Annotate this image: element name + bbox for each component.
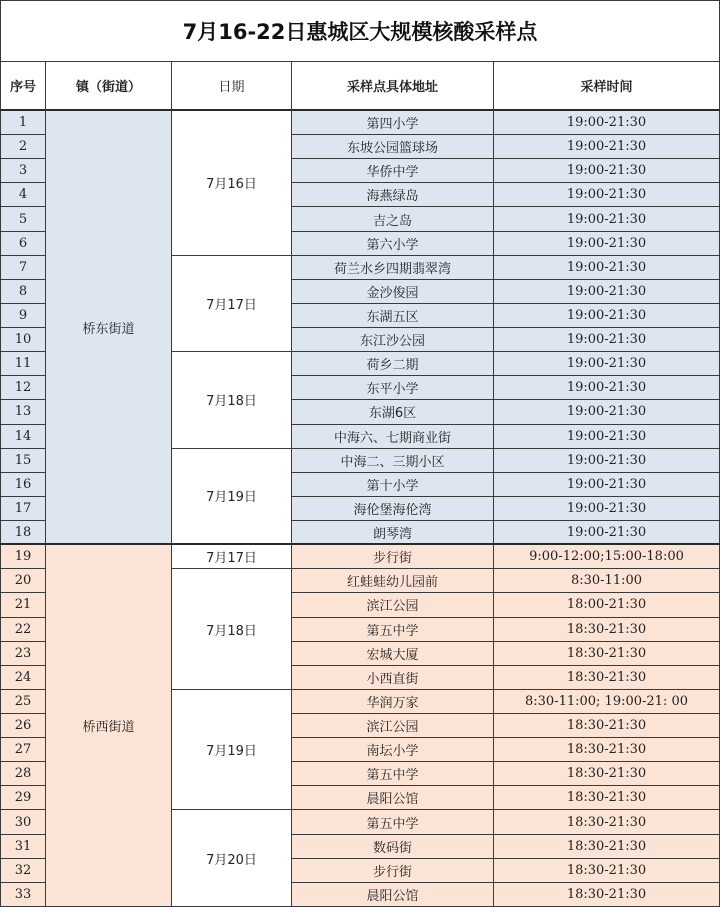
serial-number-cell: 28 [0, 762, 46, 786]
date-cell: 7月20日 [172, 810, 292, 906]
date-cell: 7月17日 [172, 545, 292, 569]
time-cell: 19:00-21:30 [494, 425, 720, 449]
time-cell: 8:30-11:00 [494, 569, 720, 593]
address-cell: 滨江公园 [292, 593, 494, 617]
time-cell: 18:30-21:30 [494, 762, 720, 786]
serial-number-cell: 24 [0, 666, 46, 690]
address-cell: 宏城大厦 [292, 642, 494, 666]
serial-number-cell: 30 [0, 810, 46, 834]
serial-number-cell: 14 [0, 425, 46, 449]
date-cell: 7月18日 [172, 569, 292, 690]
date-cell: 7月17日 [172, 256, 292, 352]
address-cell: 滨江公园 [292, 714, 494, 738]
address-cell: 东坡公园篮球场 [292, 135, 494, 159]
time-cell: 19:00-21:30 [494, 159, 720, 183]
serial-number-cell: 20 [0, 569, 46, 593]
address-cell: 第五中学 [292, 810, 494, 834]
address-cell: 海燕绿岛 [292, 183, 494, 207]
serial-number-cell: 15 [0, 449, 46, 473]
address-cell: 中海六、七期商业街 [292, 425, 494, 449]
time-cell: 19:00-21:30 [494, 328, 720, 352]
address-cell: 第四小学 [292, 111, 494, 135]
header-serial-no: 序号 [0, 62, 46, 111]
serial-number-cell: 25 [0, 690, 46, 714]
serial-number-cell: 12 [0, 376, 46, 400]
serial-number-cell: 7 [0, 256, 46, 280]
address-cell: 第十小学 [292, 473, 494, 497]
address-cell: 中海二、三期小区 [292, 449, 494, 473]
address-cell: 第五中学 [292, 762, 494, 786]
serial-number-cell: 10 [0, 328, 46, 352]
address-cell: 东湖五区 [292, 304, 494, 328]
serial-number-cell: 5 [0, 207, 46, 231]
time-cell: 18:00-21:30 [494, 593, 720, 617]
serial-number-cell: 27 [0, 738, 46, 762]
address-cell: 红蛙蛙幼儿园前 [292, 569, 494, 593]
time-cell: 18:30-21:30 [494, 642, 720, 666]
time-cell: 19:00-21:30 [494, 183, 720, 207]
header-date: 日期 [172, 62, 292, 111]
serial-number-cell: 2 [0, 135, 46, 159]
time-cell: 18:30-21:30 [494, 786, 720, 810]
time-cell: 8:30-11:00; 19:00-21: 00 [494, 690, 720, 714]
time-cell: 18:30-21:30 [494, 810, 720, 834]
time-cell: 19:00-21:30 [494, 352, 720, 376]
address-cell: 华润万家 [292, 690, 494, 714]
header-time: 采样时间 [494, 62, 720, 111]
serial-number-cell: 31 [0, 835, 46, 859]
serial-number-cell: 29 [0, 786, 46, 810]
address-cell: 南坛小学 [292, 738, 494, 762]
time-cell: 19:00-21:30 [494, 135, 720, 159]
time-cell: 18:30-21:30 [494, 859, 720, 883]
time-cell: 19:00-21:30 [494, 521, 720, 545]
serial-number-cell: 11 [0, 352, 46, 376]
time-cell: 19:00-21:30 [494, 449, 720, 473]
address-cell: 数码街 [292, 835, 494, 859]
time-cell: 18:30-21:30 [494, 618, 720, 642]
serial-number-cell: 3 [0, 159, 46, 183]
address-cell: 东湖6区 [292, 400, 494, 424]
time-cell: 19:00-21:30 [494, 280, 720, 304]
serial-number-cell: 23 [0, 642, 46, 666]
date-cell: 7月19日 [172, 449, 292, 545]
serial-number-cell: 32 [0, 859, 46, 883]
address-cell: 华侨中学 [292, 159, 494, 183]
address-cell: 晨阳公馆 [292, 883, 494, 907]
date-cell: 7月18日 [172, 352, 292, 448]
serial-number-cell: 21 [0, 593, 46, 617]
date-cell: 7月16日 [172, 111, 292, 256]
serial-number-cell: 33 [0, 883, 46, 907]
time-cell: 19:00-21:30 [494, 304, 720, 328]
date-cell: 7月19日 [172, 690, 292, 811]
serial-number-cell: 19 [0, 545, 46, 569]
address-cell: 东平小学 [292, 376, 494, 400]
town-cell: 桥东街道 [46, 111, 172, 545]
time-cell: 19:00-21:30 [494, 232, 720, 256]
serial-number-cell: 1 [0, 111, 46, 135]
address-cell: 金沙俊园 [292, 280, 494, 304]
address-cell: 小西直街 [292, 666, 494, 690]
header-address: 采样点具体地址 [292, 62, 494, 111]
serial-number-cell: 18 [0, 521, 46, 545]
serial-number-cell: 13 [0, 400, 46, 424]
serial-number-cell: 16 [0, 473, 46, 497]
address-cell: 第五中学 [292, 618, 494, 642]
time-cell: 18:30-21:30 [494, 835, 720, 859]
address-cell: 朗琴湾 [292, 521, 494, 545]
address-cell: 荷兰水乡四期翡翠湾 [292, 256, 494, 280]
time-cell: 19:00-21:30 [494, 207, 720, 231]
serial-number-cell: 4 [0, 183, 46, 207]
address-cell: 吉之岛 [292, 207, 494, 231]
address-cell: 海伦堡海伦湾 [292, 497, 494, 521]
time-cell: 18:30-21:30 [494, 666, 720, 690]
time-cell: 9:00-12:00;15:00-18:00 [494, 545, 720, 569]
serial-number-cell: 9 [0, 304, 46, 328]
address-cell: 第六小学 [292, 232, 494, 256]
header-town: 镇（街道） [46, 62, 172, 111]
time-cell: 18:30-21:30 [494, 883, 720, 907]
serial-number-cell: 6 [0, 232, 46, 256]
address-cell: 步行街 [292, 859, 494, 883]
time-cell: 19:00-21:30 [494, 497, 720, 521]
serial-number-cell: 8 [0, 280, 46, 304]
time-cell: 18:30-21:30 [494, 738, 720, 762]
time-cell: 19:00-21:30 [494, 473, 720, 497]
time-cell: 19:00-21:30 [494, 111, 720, 135]
town-cell: 桥西街道 [46, 545, 172, 907]
time-cell: 18:30-21:30 [494, 714, 720, 738]
serial-number-cell: 17 [0, 497, 46, 521]
address-cell: 荷乡二期 [292, 352, 494, 376]
sheet-title: 7月16-22日惠城区大规模核酸采样点 [0, 0, 720, 62]
serial-number-cell: 22 [0, 618, 46, 642]
time-cell: 19:00-21:30 [494, 256, 720, 280]
address-cell: 步行街 [292, 545, 494, 569]
serial-number-cell: 26 [0, 714, 46, 738]
address-cell: 晨阳公馆 [292, 786, 494, 810]
time-cell: 19:00-21:30 [494, 400, 720, 424]
time-cell: 19:00-21:30 [494, 376, 720, 400]
address-cell: 东江沙公园 [292, 328, 494, 352]
